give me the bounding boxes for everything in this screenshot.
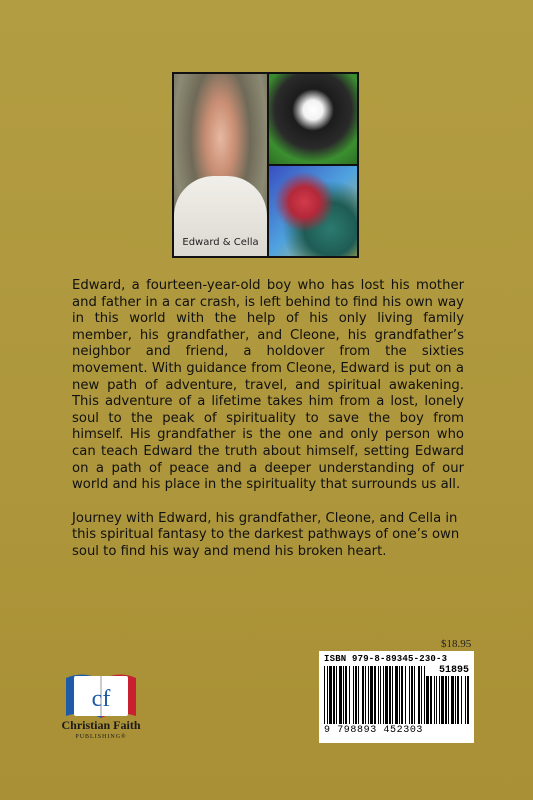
publisher-name bbox=[48, 718, 154, 740]
author-photo bbox=[174, 74, 267, 256]
dragon-art-photo bbox=[269, 166, 357, 256]
barcode-bar bbox=[401, 666, 403, 724]
barcode-bar bbox=[399, 666, 400, 724]
barcode-number: 9 798893 452303 bbox=[324, 725, 424, 736]
barcode-bar bbox=[339, 666, 342, 724]
barcode-bar bbox=[355, 666, 357, 724]
barcode-bar bbox=[329, 666, 332, 724]
barcode-bar bbox=[434, 676, 435, 724]
blurb-paragraph-1: Edward, a fourteen-year-old boy who has lost his mother and father in a car crash, is left behind to find his own way in this world with the help of his only living family member, his grandfather, and Cleone, his grandfather’s neighbor and friend, a holdover from the sixties movement. With guidance from Cleone, Edward is put on a new path of adventure, travel, and spiritual awakening. This adventure of a lifetime takes him from a lost, lonely soul to the peak of spirituality to save the boy from himself. His grandfather is the one and only person who can teach Edward the truth about himself, setting Edward on a path of peace and a deeper understanding of our world and his place in the spirituality that surrounds us all. bbox=[72, 278, 464, 493]
barcode-bar bbox=[333, 666, 335, 724]
barcode-bar bbox=[411, 666, 413, 724]
barcode-bar bbox=[430, 676, 432, 724]
barcode-bar bbox=[439, 676, 440, 724]
barcode-bar bbox=[389, 666, 391, 724]
barcode-bar bbox=[414, 666, 415, 724]
blurb-paragraph-2: Journey with Edward, his grandfather, Cleone, and Cella in this spiritual fantasy to the darkest pathways of one’s own soul to find his way and mend his broken heart. bbox=[72, 510, 460, 559]
barcode-bar bbox=[448, 676, 449, 724]
barcode-bar bbox=[424, 666, 425, 724]
barcode-bar bbox=[392, 666, 393, 724]
barcode-bar bbox=[461, 676, 462, 724]
barcode-bar bbox=[395, 666, 398, 724]
barcode-bar bbox=[345, 666, 347, 724]
publisher-name-sub: PUBLISHING® bbox=[75, 734, 127, 740]
photo-caption: Edward & Cella bbox=[182, 237, 259, 248]
barcode-bar bbox=[362, 666, 364, 724]
barcode-bar bbox=[445, 676, 447, 724]
barcode-bar bbox=[336, 666, 337, 724]
barcode-bar bbox=[358, 666, 359, 724]
book-blurb bbox=[72, 278, 464, 578]
barcode-bar bbox=[467, 676, 469, 724]
barcode-bar bbox=[441, 676, 444, 724]
isbn-text: ISBN 979-8-89345-230-3 bbox=[324, 654, 448, 664]
barcode-bar bbox=[343, 666, 344, 724]
barcode-bar bbox=[409, 666, 410, 724]
logo-letters: cf bbox=[91, 686, 111, 712]
barcode-bar bbox=[324, 666, 325, 724]
barcode-bar bbox=[405, 666, 406, 724]
barcode-bar bbox=[418, 666, 420, 724]
barcode-bar bbox=[370, 666, 373, 724]
barcode-bar bbox=[457, 676, 459, 724]
barcode-bar bbox=[374, 666, 376, 724]
barcode-bar bbox=[368, 666, 369, 724]
isbn-barcode bbox=[319, 651, 474, 743]
barcode-bar bbox=[383, 666, 384, 724]
barcode-bar bbox=[455, 676, 456, 724]
barcode-bar bbox=[327, 666, 328, 724]
barcode-bar bbox=[426, 676, 429, 724]
barcode-bar bbox=[365, 666, 366, 724]
barcode-bar bbox=[353, 666, 354, 724]
barcode-bar bbox=[421, 666, 422, 724]
barcode-bar bbox=[349, 666, 350, 724]
barcode-bar bbox=[385, 666, 388, 724]
barcode-bar bbox=[451, 676, 454, 724]
barcode-bar bbox=[380, 666, 381, 724]
dog-photo bbox=[269, 74, 357, 164]
publisher-name-main: Christian Faith bbox=[61, 718, 141, 732]
barcode-bar bbox=[436, 676, 437, 724]
barcode-addon-number: 51895 bbox=[438, 665, 469, 676]
price-label: $18.95 bbox=[441, 638, 472, 650]
barcode-bar bbox=[465, 676, 466, 724]
photo-collage bbox=[172, 72, 359, 258]
barcode-bar bbox=[378, 666, 379, 724]
